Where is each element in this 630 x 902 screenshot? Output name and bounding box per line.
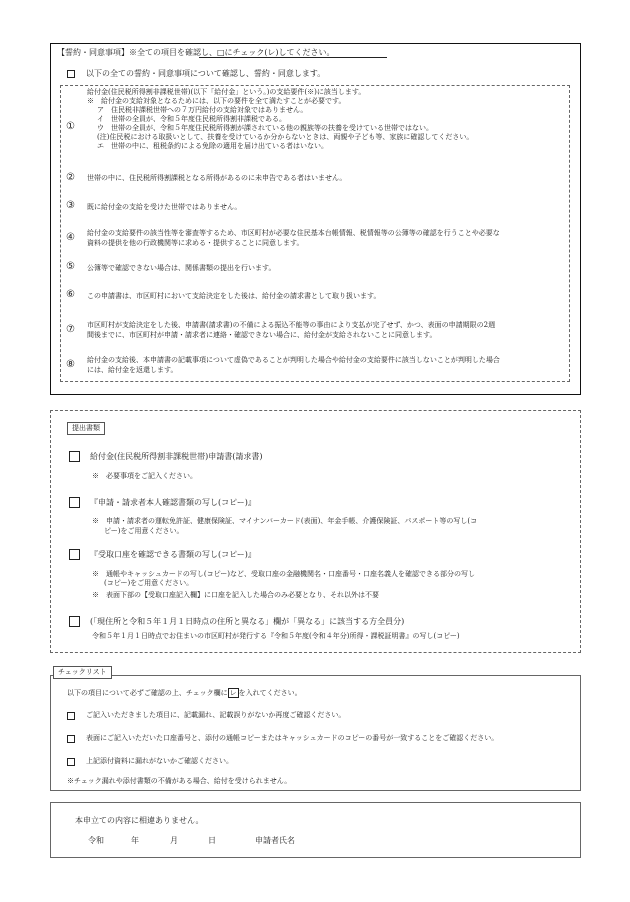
- doc2-note: ピー)をご用意ください。: [104, 527, 184, 535]
- item-text: 給付金(住民税所得割非課税世帯)(以下「給付金」という。)の支給要件(※)に該当します。: [87, 88, 366, 96]
- item-text: ※ 給付金の支給対象となるためには、以下の要件を全て満たすことが必要です。: [87, 97, 346, 105]
- doc1-checkbox[interactable]: [69, 451, 80, 462]
- doc3-note: ※ 表面下部の【受取口座記入欄】に口座を記入した場合のみ必要となり、それ以外は不要: [92, 591, 379, 599]
- item-text: (注)住民税における取扱いとして、扶養を受けているか分からないときは、両親や子ども等、家族に確認してください。: [97, 133, 474, 141]
- agree-all-checkbox[interactable]: [67, 70, 75, 78]
- agree-all-label: 以下の全ての誓約・同意事項について確認し、誓約・同意します。: [86, 69, 326, 78]
- doc3-title: 『受取口座を確認できる書類の写し(コピー)』: [90, 550, 256, 559]
- item-number: ⑦: [66, 324, 75, 335]
- header-underline: [199, 57, 387, 58]
- item-number: ②: [66, 172, 75, 183]
- checklist-item: ご記入いただきました項目に、記載漏れ、記載誤りがないか再度ご確認ください。: [86, 711, 346, 719]
- item-number: ③: [66, 200, 75, 211]
- item-text: この申請書は、市区町村において支給決定をした後は、給付金の請求書として取り扱います。: [87, 292, 381, 300]
- checklist-item: 表面にご記入いただいた口座番号と、添付の通帳コピーまたはキャッシュカードのコピーの番号が一致することをご確認ください。: [86, 734, 499, 742]
- doc3-note: ※ 通帳やキャッシュカードの写し(コピー)など、受取口座の金融機関名・口座番号・口座名義人を確認できる部分の写し: [92, 570, 476, 578]
- check-mark-example: レ: [229, 689, 237, 697]
- doc2-checkbox[interactable]: [69, 497, 80, 508]
- item-text: 給付金の支給要件の該当性等を審査等するため、市区町村が必要な住民基本台帳情報、税情報等の公簿等の確認を行うことや必要な: [87, 229, 500, 237]
- doc2-note: ※ 申請・請求者の運転免許証、健康保険証、マイナンバーカード(表面)、年金手帳、介護保険証、パスポート等の写し(コ: [92, 517, 478, 525]
- item-number: ⑤: [66, 261, 75, 272]
- item-text: 間後までに、市区町村が申請・請求者に連絡・確認できない場合に、給付金が支給されないことに同意します。: [87, 331, 437, 339]
- item-number: ①: [66, 121, 75, 132]
- item-text: ア 住民税非課税世帯への７万円給付の支給対象ではありません。: [97, 106, 308, 114]
- signature-day-label: 日: [208, 836, 216, 845]
- doc1-title: 給付金(住民税所得割非課税世帯)申請書(請求書): [90, 452, 263, 461]
- item-text: 既に給付金の支給を受けた世帯ではありません。: [87, 203, 242, 211]
- item-text: 世帯の中に、住民税所得割課税となる所得があるのに未申告である者はいません。: [87, 174, 347, 182]
- doc1-note: ※ 必要事項をご記入ください。: [92, 472, 197, 480]
- checklist-checkbox[interactable]: [67, 712, 75, 720]
- signature-month-label: 月: [170, 836, 178, 845]
- item-text: には、給付金を返還します。: [87, 366, 178, 374]
- signature-era: 令和: [88, 836, 104, 845]
- checklist-warning: ※チェック漏れや添付書類の不備がある場合、給付を受けられません。: [67, 777, 292, 785]
- signature-year-label: 年: [131, 836, 139, 845]
- item-text: イ 世帯の全員が、令和５年度住民税所得割非課税である。: [97, 115, 286, 123]
- item-text: ウ 世帯の全員が、令和５年度住民税所得割が課されている他の親族等の扶養を受けている世帯ではない。: [97, 124, 433, 132]
- doc4-checkbox[interactable]: [69, 616, 80, 627]
- item-number: ④: [66, 232, 75, 243]
- signature-statement: 本申立ての内容に相違ありません。: [75, 816, 204, 825]
- doc2-title: 『申請・請求者本人確認書類の写し(コピー)』: [90, 498, 256, 507]
- checklist-item: 上記添付資料に漏れがないかご確認ください。: [86, 757, 233, 765]
- item-text: 給付金の支給後、本申請書の記載事項について虚偽であることが判明した場合や給付金の支給要件に該当しないことが判明した場合: [87, 356, 500, 364]
- checklist-checkbox[interactable]: [67, 758, 75, 766]
- doc3-note: (コピー)をご用意ください。: [104, 579, 194, 587]
- item-text: 市区町村が支給決定をした後、申請書(請求書)の不備による振込不能等の事由により支払が完了せず、かつ、表面の申請期限の2週: [87, 321, 496, 329]
- checklist-intro: [67, 688, 302, 699]
- doc4-title: (「現住所と令和５年１月１日時点の住所と異なる」欄が「異なる」に該当する方全員分): [90, 617, 405, 626]
- checklist-intro-text: を入れてください。: [238, 689, 302, 697]
- doc4-note: 令和５年１月１日時点でお住まいの市区町村が発行する『令和５年度(令和４年分)所得・課税証明書』の写し(コピー): [92, 632, 460, 640]
- doc3-checkbox[interactable]: [69, 549, 80, 560]
- item-number: ⑥: [66, 289, 75, 300]
- documents-tag: 提出書類: [67, 422, 105, 435]
- item-text: エ 世帯の中に、租税条約による免除の適用を届け出ている者はいない。: [97, 142, 328, 150]
- checklist-tag: チェックリスト: [53, 666, 112, 679]
- item-text: 公簿等で確認できない場合は、関係書類の提出を行います。: [87, 264, 276, 272]
- applicant-name-label: 申請者氏名: [255, 836, 295, 845]
- item-text: 資料の提供を他の行政機関等に求める・提供することに同意します。: [87, 239, 304, 247]
- signature-section: [50, 802, 581, 858]
- checklist-intro-text: 以下の項目について必ずご確認の上、チェック欄に: [67, 689, 228, 697]
- item-number: ⑧: [66, 359, 75, 370]
- checklist-checkbox[interactable]: [67, 735, 75, 743]
- pledge-header: 【誓約・同意事項】※全ての項目を確認し、□にチェック(レ)してください。: [57, 48, 335, 57]
